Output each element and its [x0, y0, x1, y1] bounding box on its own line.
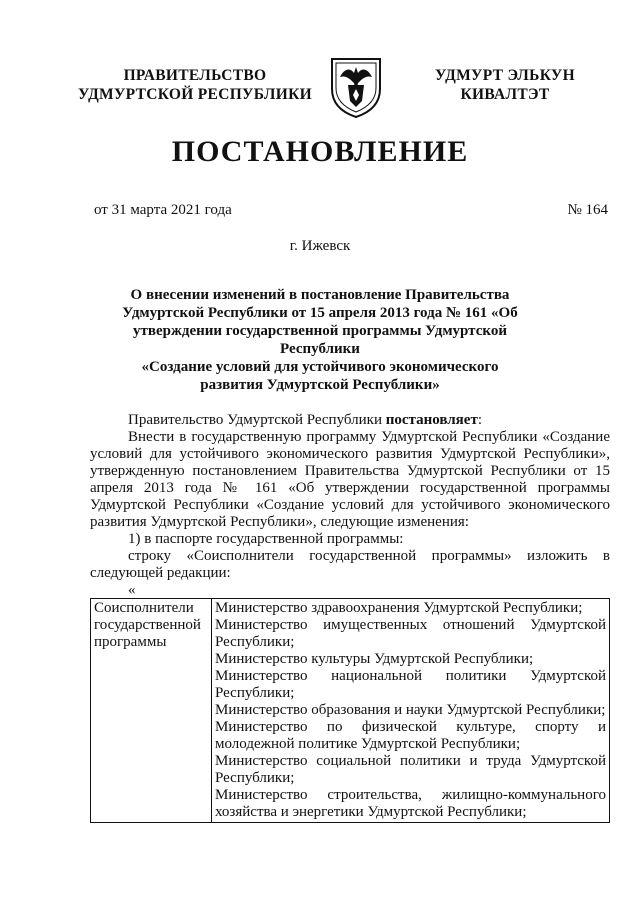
ministry-item: Министерство по физической культуре, спорту и молодежной политике Удмуртской Республики;: [215, 719, 606, 752]
subject-line: «Создание условий для устойчивого экономического: [141, 359, 499, 375]
document-date: от 31 марта 2021 года: [94, 202, 232, 218]
header-right: [405, 66, 605, 104]
header-left: [70, 66, 320, 104]
table-row: [91, 599, 610, 823]
quote-open-mark: «: [128, 582, 136, 598]
header-left-line2: УДМУРТСКОЙ РЕСПУБЛИКИ: [77, 86, 312, 103]
preamble-colon: :: [477, 412, 482, 428]
header-right-line1: УДМУРТ ЭЛЬКУН: [435, 67, 575, 84]
document-city: г. Ижевск: [289, 238, 351, 254]
header-right-line2: КИВАЛТЭТ: [460, 86, 550, 103]
ministry-item: Министерство образования и науки Удмуртской Республики;: [215, 702, 606, 718]
subject-line: развития Удмуртской Республики»: [200, 377, 440, 393]
subject-line: Удмуртской Республики от 15 апреля 2013 года № 161 «Об: [122, 305, 518, 321]
ministry-item: Министерство национальной политики Удмуртской Республики;: [215, 668, 606, 701]
row-label-cell: Соисполнители государственной программы: [91, 599, 212, 823]
ministry-item: Министерство здравоохранения Удмуртской Республики;: [215, 600, 583, 616]
preamble-verb: постановляет: [385, 412, 478, 428]
document-subject: [100, 286, 540, 394]
udmurt-coat-of-arms-icon: [328, 55, 384, 119]
paragraph-instruction: строку «Соисполнители государственной программы» изложить в следующей редакции:: [90, 548, 610, 581]
ministries-cell: [212, 599, 610, 823]
coexecutors-table: [90, 598, 610, 823]
ministry-item: Министерство имущественных отношений Удмуртской Республики;: [215, 617, 606, 650]
ministry-item: Министерство строительства, жилищно-коммунального хозяйства и энергетики Удмуртской Республики;: [215, 787, 606, 820]
subject-line: утверждении государственной программы Удмуртской Республики: [133, 323, 507, 357]
ministry-item: Министерство культуры Удмуртской Республики;: [215, 651, 534, 667]
document-number: № 164: [567, 202, 608, 218]
document-title: ПОСТАНОВЛЕНИЕ: [171, 135, 469, 168]
subject-line: О внесении изменений в постановление Правительства: [130, 287, 510, 303]
paragraph-amendment: Внести в государственную программу Удмуртской Республики «Создание условий для устойчивого экономического развития Удмуртской Республики», утвержденную постановлением Правительства Удмуртской Республики от 15 апреля 2013 года № 161 «Об утверждении государственной программы Удмуртской Республики «Создание условий для устойчивого экономического развития Удмуртской Республики», следующие изменения:: [90, 429, 610, 530]
preamble-text: Правительство Удмуртской Республики: [128, 412, 386, 428]
document-body: [90, 412, 610, 823]
ministry-item: Министерство социальной политики и труда Удмуртской Республики;: [215, 753, 606, 786]
header-left-line1: ПРАВИТЕЛЬСТВО: [123, 67, 267, 84]
paragraph-item-1: 1) в паспорте государственной программы:: [128, 531, 404, 547]
paragraph-preamble: [90, 412, 610, 429]
